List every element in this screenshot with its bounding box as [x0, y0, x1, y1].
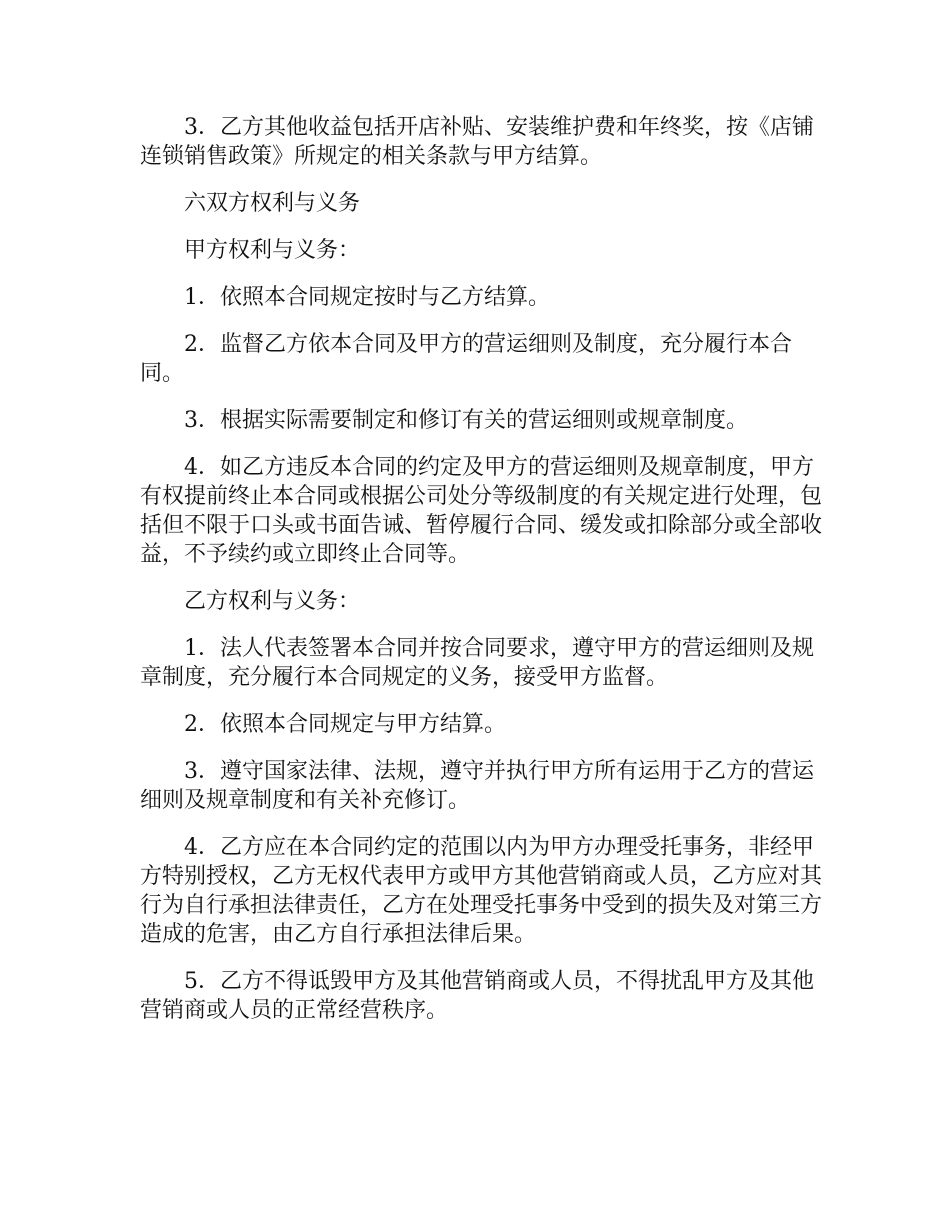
paragraph-other-income: 3．乙方其他收益包括开店补贴、安装维护费和年终奖，按《店铺连锁销售政策》所规定的相关条款与甲方结算。 — [140, 115, 814, 169]
subheading-party-a: 甲方权利与义务： — [184, 238, 361, 263]
party-a-clause-3: 3．根据实际需要制定和修订有关的营运细则或规章制度。 — [184, 408, 748, 433]
party-b-clause-5: 5．乙方不得诋毁甲方及其他营销商或人员，不得扰乱甲方及其他营销商或人员的正常经营秩序。 — [140, 969, 814, 1023]
section-heading-rights-obligations: 六双方权利与义务 — [184, 191, 361, 216]
party-b-clause-3: 3．遵守国家法律、法规，遵守并执行甲方所有运用于乙方的营运细则及规章制度和有关补充修订。 — [140, 759, 814, 813]
subheading-party-b: 乙方权利与义务： — [184, 589, 361, 614]
party-a-clause-4: 4．如乙方违反本合同的约定及甲方的营运细则及规章制度，甲方有权提前终止本合同或根据公司处分等级制度的有关规定进行处理，包括但不限于口头或书面告诫、暂停履行合同、缓发或扣除部分或全部收益，不予续约或立即终止合同等。 — [140, 455, 823, 567]
party-b-clause-2: 2．依照本合同规定与甲方结算。 — [184, 712, 506, 737]
party-a-clause-2: 2．监督乙方依本合同及甲方的营运细则及制度，充分履行本合同。 — [140, 332, 792, 386]
party-a-clause-1: 1．依照本合同规定按时与乙方结算。 — [184, 285, 550, 310]
party-b-clause-4: 4．乙方应在本合同约定的范围以内为甲方办理受托事务，非经甲方特别授权，乙方无权代表甲方或甲方其他营销商或人员，乙方应对其行为自行承担法律责任，乙方在处理受托事务中受到的损失及对第三方造成的危害，由乙方自行承担法律后果。 — [140, 835, 823, 947]
document-body — [140, 113, 830, 1043]
party-b-clause-1: 1．法人代表签署本合同并按合同要求，遵守甲方的营运细则及规章制度，充分履行本合同规定的义务，接受甲方监督。 — [140, 636, 814, 690]
